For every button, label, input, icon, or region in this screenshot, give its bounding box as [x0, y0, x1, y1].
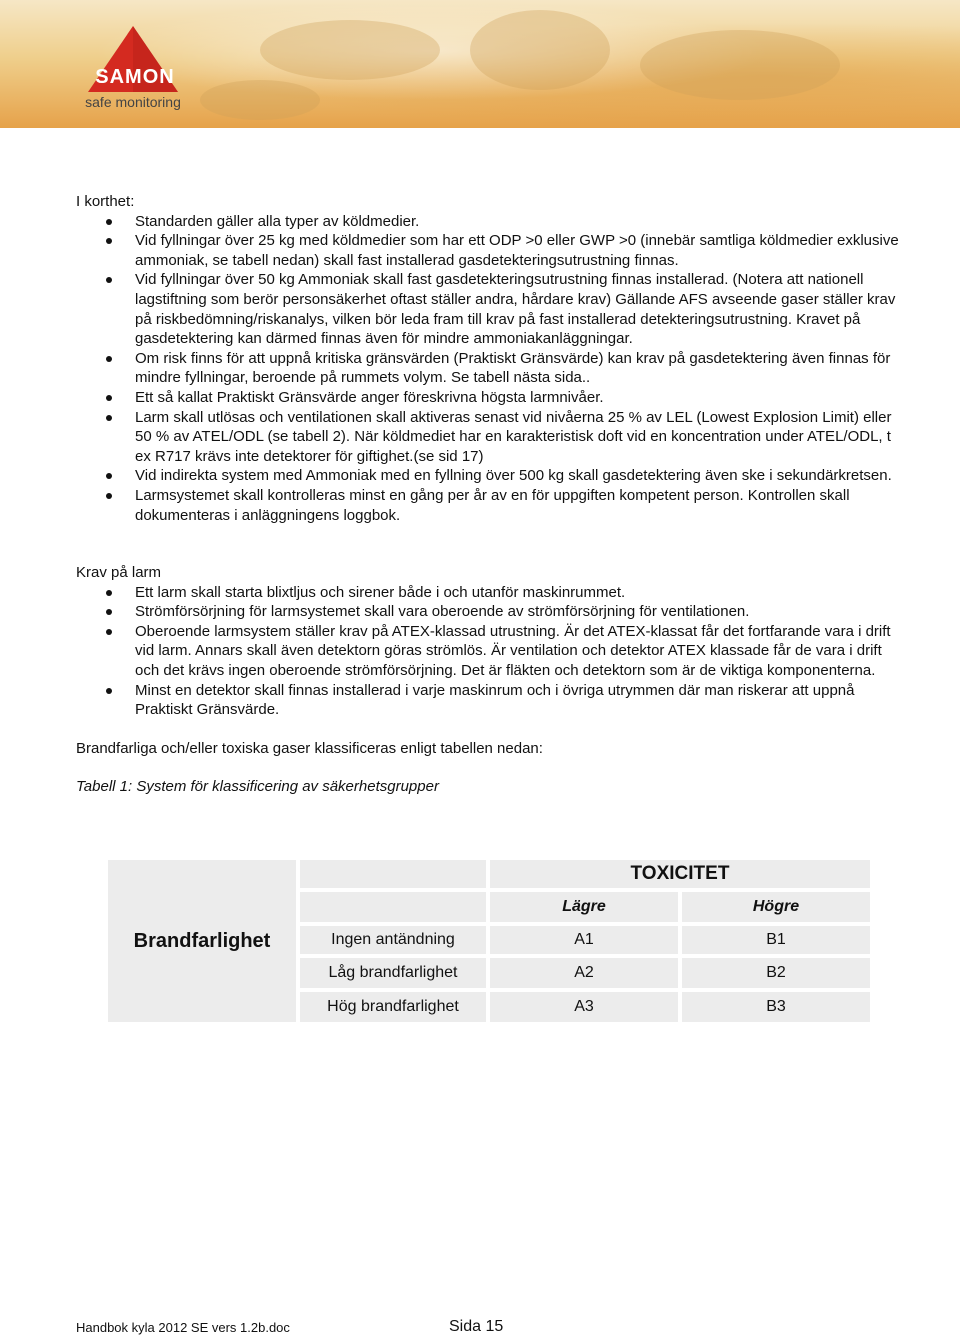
list-item: Minst en detektor skall finnas installerad i varje maskinrum och i övriga utrymmen där man riskerar att uppnå Praktiskt Gränsvärde.	[135, 681, 906, 720]
table-cell: B2	[682, 958, 870, 988]
table-row-label: Ingen antändning	[300, 926, 486, 954]
header-banner	[0, 0, 960, 128]
list-item: Vid indirekta system med Ammoniak med en fyllning över 500 kg skall gasdetektering även ske i sekundärkretsen.	[135, 466, 906, 486]
document-body	[76, 192, 906, 797]
column-header-low: Lägre	[490, 892, 678, 922]
list-item: Strömförsörjning för larmsystemet skall vara oberoende av strömförsörjning för ventilationen.	[135, 602, 906, 622]
list-item: Ett så kallat Praktiskt Gränsvärde anger föreskrivna högsta larmnivåer.	[135, 388, 906, 408]
section-title-alarm: Krav på larm	[76, 564, 162, 582]
table-cell: A1	[490, 926, 678, 954]
row-header-flammability: Brandfarlighet	[108, 860, 296, 1022]
list-item: Vid fyllningar över 25 kg med köldmedier som har ett ODP >0 eller GWP >0 (innebär samtliga köldmedier exklusive ammoniak, se tabell nedan) skall fast installerad gasdetekteringsutrustning finnas.	[135, 231, 906, 270]
toxicity-header: TOXICITET	[490, 860, 870, 888]
summary-list	[76, 212, 906, 526]
logo-tagline: safe monitoring	[85, 94, 181, 110]
column-header-high: Högre	[682, 892, 870, 922]
table-row-label: Låg brandfarlighet	[300, 958, 486, 988]
list-item: Ett larm skall starta blixtljus och sirener både i och utanför maskinrummet.	[135, 583, 906, 603]
footer-document-name: Handbok kyla 2012 SE vers 1.2b.doc	[76, 1320, 290, 1335]
list-item: Vid fyllningar över 50 kg Ammoniak skall fast gasdetekteringsutrustning finnas installerad. (Notera att nationell lagstiftning som berör personsäkerhet oftast ställer andra, hårdare krav) Gällande AFS avseende gaser ställer krav på riskbedömning/riskanalys, vilken bör leda fram till krav på fast installerad detekteringsutrustning. Kravet på gasdetektering kan därmed finnas även för mindre ammoniakanläggningar.	[135, 270, 906, 348]
table-cell: B3	[682, 992, 870, 1022]
samon-logo	[78, 22, 188, 112]
list-item: Larm skall utlösas och ventilationen skall aktiveras senast vid nivåerna 25 % av LEL (Lowest Explosion Limit) eller 50 % av ATEL/ODL (se tabell 2). När köldmediet har en karakteristisk doft vid en koncentration under ATEL/ODL, t ex R717 krävs inte detektorer för giftighet.(se sid 17)	[135, 408, 906, 467]
classification-table	[108, 860, 870, 1022]
list-item: Standarden gäller alla typer av köldmedier.	[135, 212, 906, 232]
table-cell-empty	[300, 860, 486, 888]
list-item: Om risk finns för att uppnå kritiska gränsvärden (Praktiskt Gränsvärde) kan krav på gasdetektering även finnas för mindre fyllningar, beroende på rummets volym. Se tabell nästa sida..	[135, 349, 906, 388]
table-cell: B1	[682, 926, 870, 954]
list-item: Oberoende larmsystem ställer krav på ATEX-klassad utrustning. Är det ATEX-klassat får det fortfarande vara i drift vid larm. Annars skall även detektorn göras strömlös. Är ventilation och detektor ATEX klassade får de vara i drift och det krävs ingen oberoende strömförsörjning. Det är fläkten och detektorn som är de viktiga komponenterna.	[135, 622, 906, 681]
logo-word: SAMON	[95, 66, 175, 88]
table-caption: Tabell 1: System för klassificering av säkerhetsgrupper	[76, 778, 439, 796]
table-row-label: Hög brandfarlighet	[300, 992, 486, 1022]
footer-page-number: Sida 15	[449, 1318, 504, 1335]
table-cell: A2	[490, 958, 678, 988]
table-cell: A3	[490, 992, 678, 1022]
table-cell-empty	[300, 892, 486, 922]
list-item: Larmsystemet skall kontrolleras minst en gång per år av en för uppgiften kompetent person. Kontrollen skall dokumenteras i anläggningens loggbok.	[135, 486, 906, 525]
intro-text: Brandfarliga och/eller toxiska gaser klassificeras enligt tabellen nedan:	[76, 739, 543, 757]
alarm-list	[76, 583, 906, 720]
section-title-summary: I korthet:	[76, 193, 135, 210]
